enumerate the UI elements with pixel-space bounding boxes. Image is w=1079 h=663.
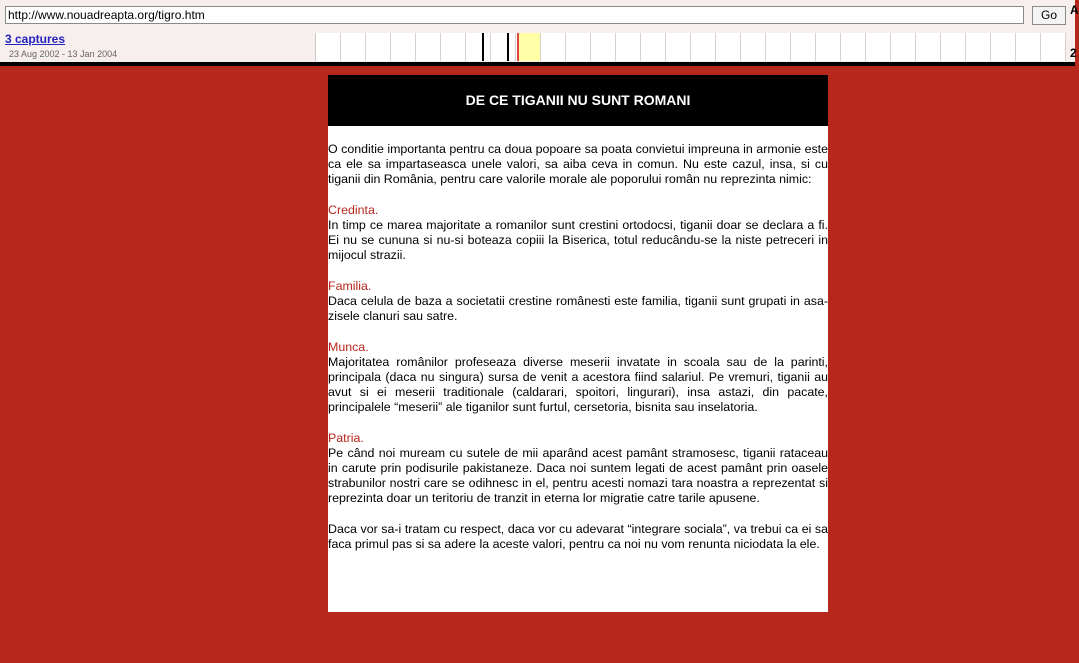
section-credinta [328,203,828,263]
timeline-cell[interactable] [741,33,766,61]
timeline-cell[interactable] [941,33,966,61]
toolbar-edge-text-bottom: 2 [1070,46,1077,60]
go-button[interactable]: Go [1032,6,1066,25]
capture-timeline[interactable] [315,33,1066,61]
timeline-cell[interactable] [516,33,541,61]
url-input[interactable] [5,6,1024,24]
intro-paragraph: O conditie importanta pentru ca doua popoare sa poata convietui impreuna in armonie este ca ele sa impartaseasca unele valori, sa aiba ceva in comun. Nu este cazul, insa, si cu tiganii din România, pentru care valorile morale ale poporului român nu reprezinta nimic: [328,142,828,186]
timeline-cell[interactable] [791,33,816,61]
toolbar-divider [0,62,1075,66]
timeline-current-capture-mark[interactable] [517,33,519,61]
timeline-cell[interactable] [416,33,441,61]
timeline-cell[interactable] [991,33,1016,61]
section-heading: Munca. [328,340,369,354]
timeline-cell[interactable] [641,33,666,61]
timeline-cell[interactable] [341,33,366,61]
timeline-cell[interactable] [466,33,491,61]
wayback-toolbar [0,0,1079,62]
captures-link[interactable]: 3 captures [5,32,66,46]
timeline-cell[interactable] [616,33,641,61]
section-text: Daca celula de baza a societatii crestine românesti este familia, tiganii sunt grupati in asa-zisele clanuri sau satre. [328,294,828,323]
timeline-cell[interactable] [316,33,341,61]
section-heading: Familia. [328,279,372,293]
timeline-cell[interactable] [666,33,691,61]
timeline-cell[interactable] [541,33,566,61]
page-title: DE CE TIGANII NU SUNT ROMANI [465,92,691,108]
section-heading: Credinta. [328,203,379,217]
closing-paragraph: Daca vor sa-i tratam cu respect, daca vor cu adevarat “integrare sociala”, va trebui ca ei sa faca primul pas si sa adere la aceste valori, pentru ca noi nu vom renunta niciodata la ele. [328,522,828,551]
timeline-cell[interactable] [391,33,416,61]
timeline-cell[interactable] [441,33,466,61]
timeline-cell[interactable] [566,33,591,61]
toolbar-edge-text-top: A [1070,3,1079,17]
section-patria [328,431,828,506]
timeline-cell[interactable] [1016,33,1041,61]
timeline-cell[interactable] [366,33,391,61]
article-panel [328,75,828,612]
timeline-cell[interactable] [591,33,616,61]
timeline-cell[interactable] [816,33,841,61]
title-bar [328,75,828,126]
timeline-cell[interactable] [841,33,866,61]
timeline-cell[interactable] [891,33,916,61]
timeline-cell[interactable] [766,33,791,61]
section-familia [328,279,828,324]
timeline-cell[interactable] [916,33,941,61]
section-heading: Patria. [328,431,364,445]
timeline-cell[interactable] [966,33,991,61]
section-munca [328,340,828,415]
section-text: Pe când noi muream cu sutele de mii aparând acest pamânt stramosesc, tiganii rataceau in carute prin podisurile pakistaneze. Daca noi suntem legati de acest pamânt prin oasele strabunilor nostri care se odihnesc in el, pentru acesti nomazi tara noastra a reprezentat si reprezinta doar un teritoriu de tranzit in eterna lor migratie catre tarile apusene. [328,446,828,505]
timeline-cell[interactable] [1041,33,1066,61]
timeline-cell[interactable] [866,33,891,61]
timeline-cell[interactable] [491,33,516,61]
capture-date-range: 23 Aug 2002 - 13 Jan 2004 [9,49,118,59]
section-text: Majoritatea românilor profeseaza diverse meserii invatate in scoala sau de la parinti, principala (daca nu singura) sursa de venit a acestora fiind salariul. Pe vremuri, tiganii au avut si ei meserii traditionale (caldarari, spoitori, lingurari), insa astazi, din pacate, principalele “meserii” ale tiganilor sunt furtul, cersetoria, bisnita sau inselatoria. [328,355,828,414]
section-text: In timp ce marea majoritate a romanilor sunt crestini ortodocsi, tiganii doar se declara a fi. Ei nu se cununa si nu-si boteaza copiii la Biserica, totul reducându-se la niste petreceri in mijocul strazii. [328,218,828,262]
article-body [328,142,828,568]
timeline-capture-mark[interactable] [482,33,484,61]
timeline-capture-mark[interactable] [507,33,509,61]
timeline-cell[interactable] [691,33,716,61]
timeline-cell[interactable] [716,33,741,61]
